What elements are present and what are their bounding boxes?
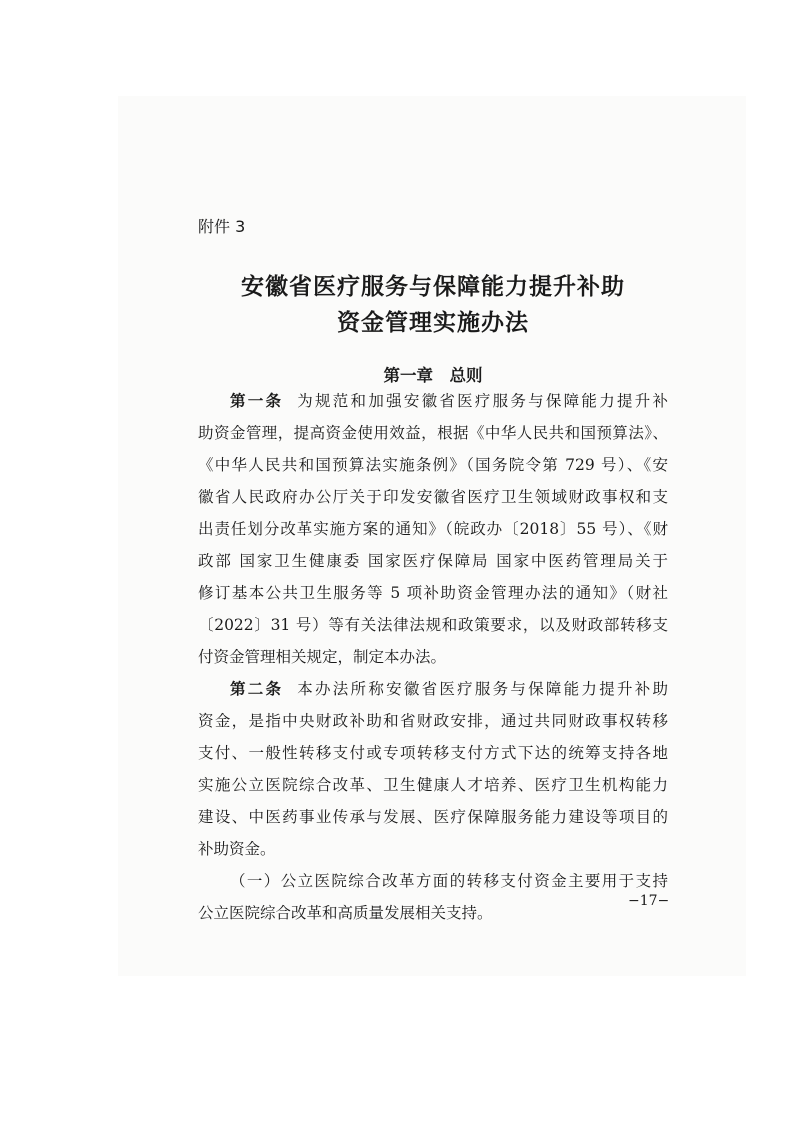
attachment-label: 附件 3 (198, 217, 246, 236)
article-2-line: 实施公立医院综合改革、卫生健康人才培养、医疗卫生机构能力 (198, 776, 668, 794)
page-number: −17− (628, 893, 670, 909)
article-1-head: 第一条 (230, 392, 284, 410)
chapter-heading: 第一章 总则 (383, 366, 483, 385)
article-1-line: 修订基本公共卫生服务等 5 项补助资金管理办法的通知》（财社 (198, 584, 668, 602)
article-2-head: 第二条 (230, 680, 284, 698)
article-2-line: 补助资金。 (198, 840, 276, 858)
document-title-line-1: 安徽省医疗服务与保障能力提升补助 (241, 274, 625, 300)
article-2-line: 建设、中医药事业传承与发展、医疗保障服务能力建设等项目的 (198, 808, 668, 826)
article-1-line: 第一条 为规范和加强安徽省医疗服务与保障能力提升补 (230, 392, 668, 410)
article-2-line: 支付、一般性转移支付或专项转移支付方式下达的统筹支持各地 (198, 744, 668, 762)
article-2-line: 第二条 本办法所称安徽省医疗服务与保障能力提升补助 (230, 680, 668, 698)
article-1-line: 〔2022〕31 号）等有关法律法规和政策要求，以及财政部转移支 (198, 616, 668, 634)
article-1-line: 助资金管理，提高资金使用效益，根据《中华人民共和国预算法》、 (198, 424, 668, 442)
article-2-line: 资金，是指中央财政补助和省财政安排，通过共同财政事权转移 (198, 712, 668, 730)
article-1-line: 政部 国家卫生健康委 国家医疗保障局 国家中医药管理局关于 (198, 552, 668, 570)
article-1-line: 付资金管理相关规定，制定本办法。 (198, 648, 447, 666)
paragraph-3-line: （一）公立医院综合改革方面的转移支付资金主要用于支持 (230, 872, 668, 890)
article-1-line: 徽省人民政府办公厅关于印发安徽省医疗卫生领域财政事权和支 (198, 488, 668, 506)
paragraph-3-line: 公立医院综合改革和高质量发展相关支持。 (198, 904, 493, 922)
article-1-line: 出责任划分改革实施方案的通知》（皖政办〔2018〕55 号）、《财 (198, 520, 668, 538)
article-1-line: 《中华人民共和国预算法实施条例》（国务院令第 729 号）、《安 (198, 456, 668, 474)
document-title-line-2: 资金管理实施办法 (337, 310, 529, 336)
